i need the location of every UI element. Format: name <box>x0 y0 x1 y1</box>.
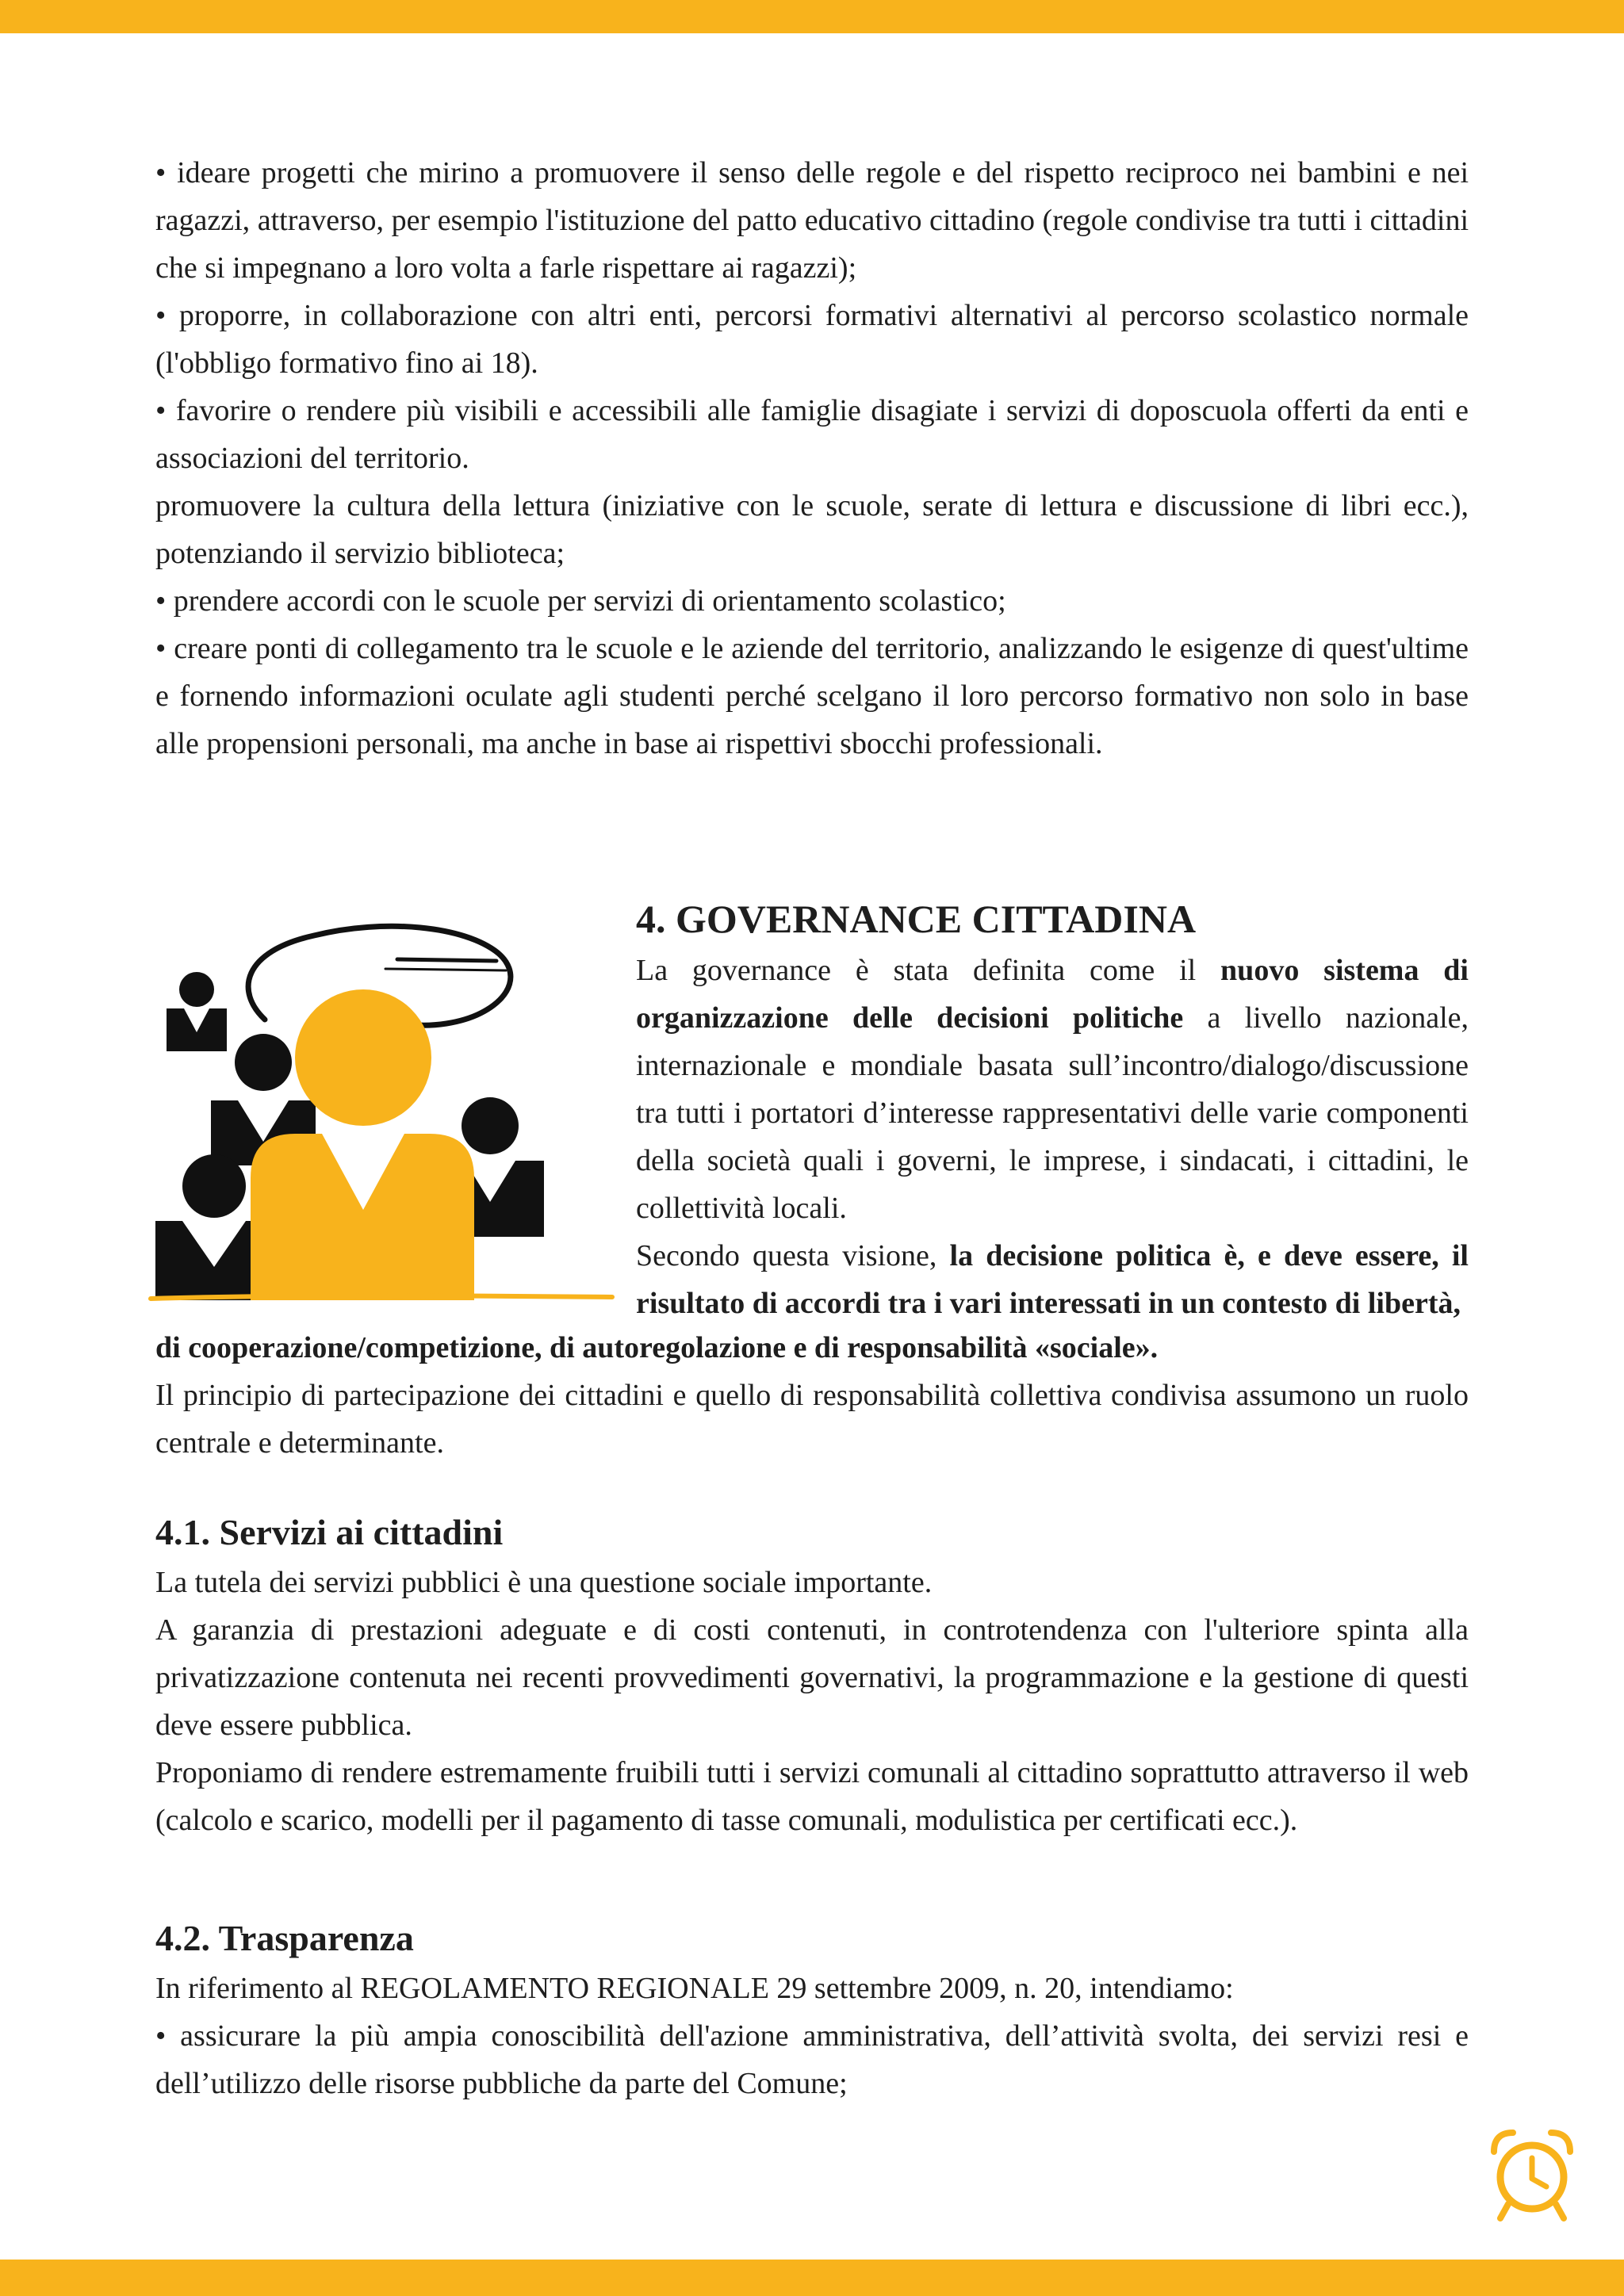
list-item: • prendere accordi con le scuole per servizi di orientamento scolastico; <box>155 584 1006 618</box>
section-heading-governance: 4. GOVERNANCE CITTADINA <box>636 897 1197 941</box>
list-item: • creare ponti di collegamento tra le scuole e le aziende del territorio, analizzando le esigenze di quest'ultime e fornendo informazioni oculate agli studenti perché scelgano il loro percorso formativo non solo in base alle propensioni personali, ma anche in base ai rispettivi sbocchi professionali. <box>155 632 1469 760</box>
transparency-paragraph: In riferimento al REGOLAMENTO REGIONALE 29 settembre 2009, n. 20, intendiamo: <box>155 1972 1234 2005</box>
governance-paragraph-2-end: di cooperazione/competizione, di autoregolazione e di responsabilità «sociale». <box>155 1331 1159 1364</box>
services-paragraph: La tutela dei servizi pubblici è una questione sociale importante. <box>155 1566 933 1599</box>
people-discussion-illustration <box>147 904 615 1316</box>
list-item: • proporre, in collaborazione con altri enti, percorsi formativi alternativi al percorso scolastico normale (l'obbligo formativo fino ai 18). <box>155 299 1469 380</box>
top-accent-bar <box>0 0 1624 33</box>
section-heading-services: 4.1. Servizi ai cittadini <box>155 1512 504 1552</box>
bold-text-run: nuovo sistema di organizzazione delle decisioni politiche <box>636 954 1469 1035</box>
services-paragraph: Proponiamo di rendere estremamente fruibili tutti i servizi comunali al cittadino soprattutto attraverso il web (calcolo e scarico, modelli per il pagamento di tasse comunali, modulistica per certificati ecc.). <box>155 1756 1469 1837</box>
services-paragraph: A garanzia di prestazioni adeguate e di costi contenuti, in controtendenza con l'ulteriore spinta alla privatizzazione contenuta nei recenti provvedimenti governativi, la programmazione e la gestione di questi deve essere pubblica. <box>155 1613 1469 1742</box>
text-run: a livello nazionale, internazionale e mondiale basata sull’incontro/dialogo/discussione tra tutti i portatori d’interesse rappresentativi delle varie componenti della società quali i governi, le imprese, i sindacati, i cittadini, le collettività locali. <box>636 1001 1469 1225</box>
governance-intro <box>636 947 1469 1327</box>
list-item: • favorire o rendere più visibili e accessibili alle famiglie disagiate i servizi di doposcuola offerti da enti e associazioni del territorio. <box>155 394 1469 475</box>
list-item: • ideare progetti che mirino a promuovere il senso delle regole e del rispetto reciproco nei bambini e nei ragazzi, attraverso, per esempio l'istituzione del patto educativo cittadino (regole condivise tra tutti i cittadini che si impegnano a loro volta a farle rispettare ai ragazzi); <box>155 156 1469 285</box>
governance-paragraph-2-start <box>636 1232 1469 1327</box>
governance-continued <box>155 1324 1469 1467</box>
services-body <box>155 1559 1469 1844</box>
bold-text-run: la decisione politica è, e deve essere, il risultato di accordi tra i vari interessati in un contesto di libertà, <box>636 1239 1469 1320</box>
transparency-body <box>155 1965 1469 2107</box>
transparency-paragraph: • assicurare la più ampia conoscibilità dell'azione amministrativa, dell’attività svolta, dei servizi resi e dell’utilizzo delle risorse pubbliche da parte del Comune; <box>155 2019 1469 2100</box>
governance-paragraph-3: Il principio di partecipazione dei cittadini e quello di responsabilità collettiva condivisa assumono un ruolo centrale e determinante. <box>155 1379 1469 1460</box>
text-run: Secondo questa visione, <box>636 1239 950 1272</box>
section-heading-transparency: 4.2. Trasparenza <box>155 1918 414 1958</box>
list-item: promuovere la cultura della lettura (iniziative con le scuole, serate di lettura e discussione di libri ecc.), potenziando il servizio biblioteca; <box>155 489 1469 570</box>
intro-bullet-list <box>155 149 1469 767</box>
alarm-clock-icon <box>1488 2128 1576 2225</box>
text-run: La governance è stata definita come il <box>636 954 1221 987</box>
governance-paragraph-1 <box>636 947 1469 1232</box>
bottom-accent-bar <box>0 2260 1624 2296</box>
